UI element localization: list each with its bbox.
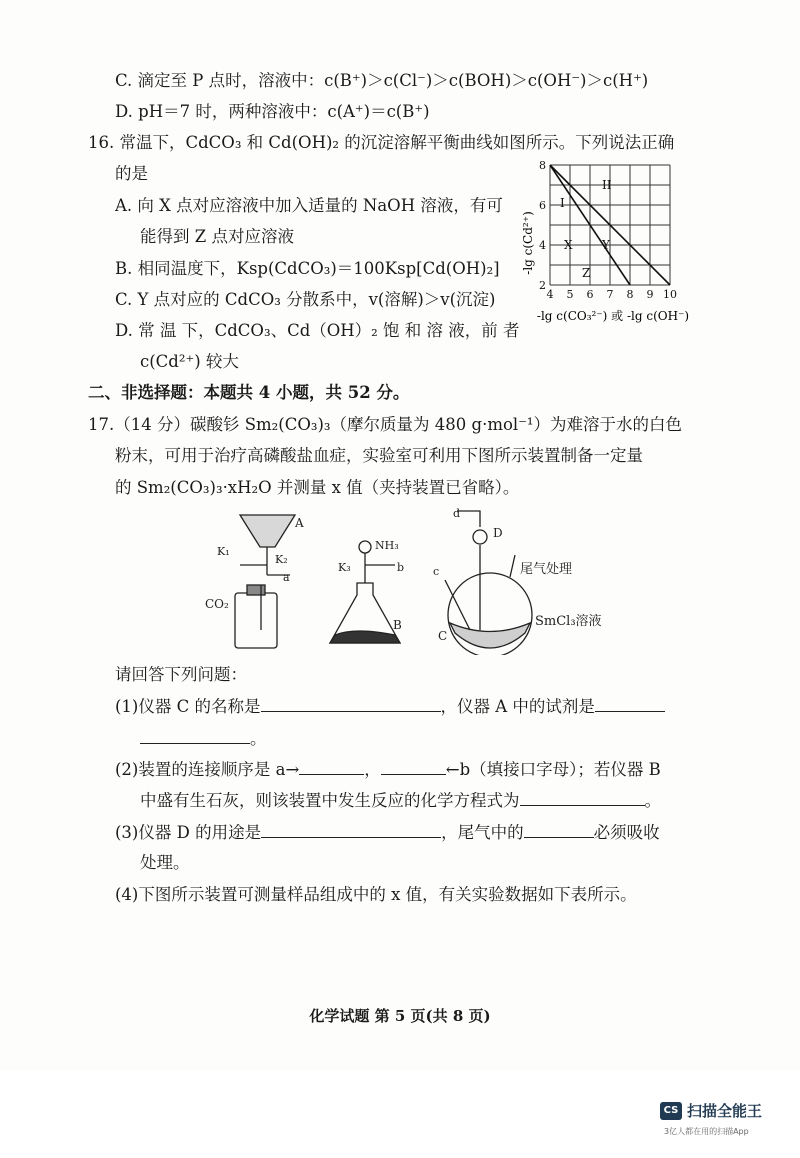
solubility-chart (520, 155, 690, 330)
q17-part-2: (2)装置的连接顺序是 a→ ， ←b（填接口字母）；若仪器 B (115, 760, 661, 779)
apparatus-a (205, 515, 304, 648)
x-tick-label: 7 (606, 288, 614, 301)
page-footer: 化学试题 第 5 页(共 8 页) (309, 1007, 491, 1025)
q15-option-d: D. pH＝7 时，两种溶液中：c(A⁺)＝c(B⁺) (115, 102, 430, 121)
q16-stem-2: 的是 (115, 164, 148, 183)
apparatus-b (330, 539, 404, 643)
q16-option-d: D. 常 温 下，CdCO₃、Cd（OH）₂ 饱 和 溶 液，前 者 (115, 321, 520, 340)
section-2-heading: 二、非选择题：本题共 4 小题，共 52 分。 (88, 383, 410, 402)
chart-x-label: -lg c(CO₃²⁻) 或 -lg c(OH⁻) (536, 309, 690, 323)
q17-stem-2: 粉末，可用于治疗高磷酸盐血症，实验室可利用下图所示装置制备一定量 (115, 446, 643, 465)
answer-blank-4[interactable] (299, 758, 364, 775)
svg-text:K₂: K₂ (275, 553, 288, 566)
q17-stem-1: 17.（14 分）碳酸钐 Sm₂(CO₃)₃（摩尔质量为 480 g·mol⁻¹）为难溶于水的白色 (88, 415, 683, 434)
answer-blank-6[interactable] (520, 789, 645, 806)
x-tick-label: 4 (546, 288, 554, 301)
svg-text:d: d (453, 507, 461, 520)
y-tick-label: 6 (539, 199, 546, 212)
x-tick-label: 6 (586, 288, 594, 301)
q16-option-b: B. 相同温度下，Ksp(CdCO₃)＝100Ksp[Cd(OH)₂] (115, 259, 500, 278)
svg-text:C: C (438, 629, 448, 643)
svg-text:K₃: K₃ (338, 561, 351, 574)
svg-text:c: c (433, 565, 440, 578)
svg-text:SmCl₃溶液: SmCl₃溶液 (535, 614, 602, 629)
x-tick-label: 10 (663, 288, 677, 301)
chart-y-label: -lg c(Cd²⁺) (521, 211, 535, 275)
series-label-II: II (602, 178, 612, 192)
q16-stem-1: 16. 常温下，CdCO₃ 和 Cd(OH)₂ 的沉淀溶解平衡曲线如图所示。下列说法正确 (88, 133, 675, 152)
q17-part-1: (1)仪器 C 的名称是 ，仪器 A 中的试剂是 (115, 695, 665, 718)
q16-option-a: A. 向 X 点对应溶液中加入适量的 NaOH 溶液，有可 (115, 196, 503, 215)
q15-option-c: C. 滴定至 P 点时，溶液中：c(B⁺)＞c(Cl⁻)＞c(BOH)＞c(OH⁻)＞c(H⁺) (115, 71, 649, 90)
answer-blank-3[interactable] (140, 727, 250, 744)
scanner-tagline: 3亿人都在用的扫描App (664, 1127, 749, 1136)
q17-stem-3: 的 Sm₂(CO₃)₃·xH₂O 并测量 x 值（夹持装置已省略）。 (115, 478, 520, 497)
y-tick-label: 4 (539, 239, 546, 252)
cs-logo-icon: CS (660, 1102, 682, 1120)
y-tick-label: 8 (539, 159, 546, 172)
q16-option-d-cont: c(Cd²⁺) 较大 (140, 352, 239, 371)
apparatus-figure (195, 505, 615, 655)
apparatus-cd (433, 507, 602, 655)
point-label-X: X (564, 238, 573, 252)
answer-blank-7[interactable] (261, 821, 441, 838)
svg-text:a: a (283, 571, 290, 584)
q16-option-a-cont: 能得到 Z 点对应溶液 (140, 227, 294, 246)
svg-text:b: b (397, 561, 405, 574)
x-tick-label: 8 (626, 288, 634, 301)
x-tick-label: 5 (566, 288, 574, 301)
svg-text:CO₂: CO₂ (205, 597, 229, 611)
q17-part-3: (3)仪器 D 的用途是 ，尾气中的 必须吸收 (115, 823, 660, 842)
svg-text:尾气处理: 尾气处理 (520, 562, 573, 577)
answer-blank-2[interactable] (595, 695, 665, 712)
answer-blank-1[interactable] (261, 695, 441, 712)
q17-part-1-cont: 。 (140, 727, 267, 750)
q17-prompt: 请回答下列问题： (115, 665, 247, 684)
q17-part-2-cont: 中盛有生石灰，则该装置中发生反应的化学方程式为 。 (140, 791, 661, 810)
answer-blank-5[interactable] (381, 758, 446, 775)
svg-text:NH₃: NH₃ (375, 539, 399, 552)
svg-text:D: D (493, 526, 503, 540)
answer-blank-8[interactable] (524, 821, 594, 838)
y-tick-label: 2 (539, 279, 546, 292)
series-label-I: I (560, 196, 565, 210)
q16-option-c: C. Y 点对应的 CdCO₃ 分散系中，v(溶解)＞v(沉淀) (115, 290, 496, 309)
x-tick-label: 9 (646, 288, 654, 301)
point-label-Z: Z (582, 266, 591, 280)
svg-text:K₁: K₁ (217, 545, 230, 558)
scanner-app-name: 扫描全能王 (687, 1102, 763, 1120)
svg-text:A: A (295, 516, 304, 530)
chart-annotations (564, 238, 611, 280)
q17-part-3-cont: 处理。 (140, 853, 190, 872)
point-label-Y: Y (602, 238, 610, 252)
q17-part-4: (4)下图所示装置可测量样品组成中的 x 值，有关实验数据如下表所示。 (115, 885, 637, 904)
svg-text:B: B (393, 618, 402, 632)
